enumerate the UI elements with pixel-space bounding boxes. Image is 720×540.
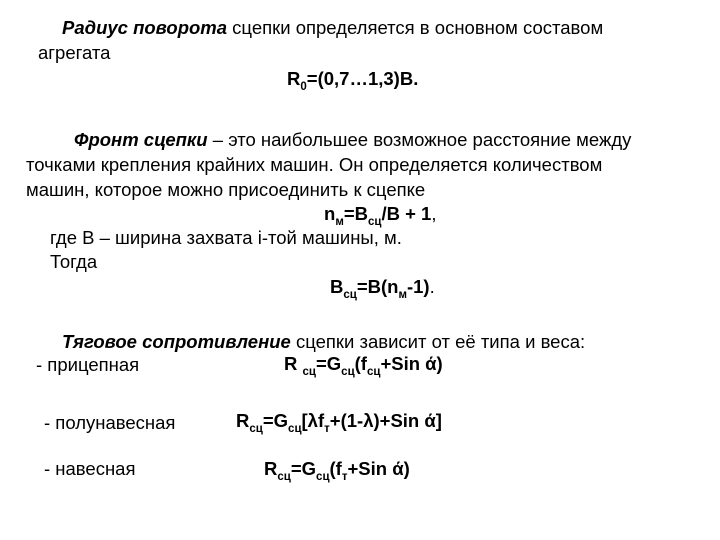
type-label-mounted: - навесная bbox=[44, 458, 136, 479]
type-label-trailed: - прицепная bbox=[36, 354, 140, 375]
formula-front-width: $В_{сц}=В(n_м-1)$. bbox=[330, 276, 435, 301]
p1-text: сцепки определяется в основном составом bbox=[227, 17, 604, 38]
type-label-semi-mounted: - полунавесная bbox=[44, 412, 176, 433]
p3-term: Тяговое сопротивление bbox=[62, 331, 291, 352]
p1-line2: агрегата bbox=[38, 42, 111, 63]
p2-where: где В – ширина захвата i-той машины, м. bbox=[50, 227, 402, 248]
p2-term: Фронт сцепки bbox=[74, 129, 208, 150]
p2-line3: машин, которое можно присоединить к сцепке bbox=[26, 179, 426, 200]
p1-line1 bbox=[62, 19, 603, 38]
formula-turn-radius: $R_0=(0,7\dots 1,3)В$. bbox=[287, 68, 419, 93]
p1-term: Радиус поворота bbox=[62, 17, 228, 38]
p3-line1 bbox=[62, 333, 585, 352]
p2-then: Тогда bbox=[50, 251, 98, 272]
p3-text: сцепки зависит от её типа и веса: bbox=[290, 331, 586, 352]
formula-front-count: $n_м=В_{сц}/В + 1$, bbox=[324, 203, 437, 228]
formula-mounted: $R_{сц}=G_{сц}(f_т+Sin$ ά) bbox=[264, 458, 410, 483]
p2-text: – это наибольшее возможное расстояние между bbox=[207, 129, 632, 150]
p2-line2: точками крепления крайних машин. Он определяется количеством bbox=[26, 154, 603, 175]
formula-semi-mounted: $R_{сц}=G_{сц}[\lambda f_т+(1-\lambda)+Sin$ ά] bbox=[236, 410, 442, 435]
p2-line1 bbox=[74, 131, 631, 150]
formula-trailed: R $_{сц}=G_{сц}(f_{сц}+Sin$ ά) bbox=[284, 353, 443, 378]
